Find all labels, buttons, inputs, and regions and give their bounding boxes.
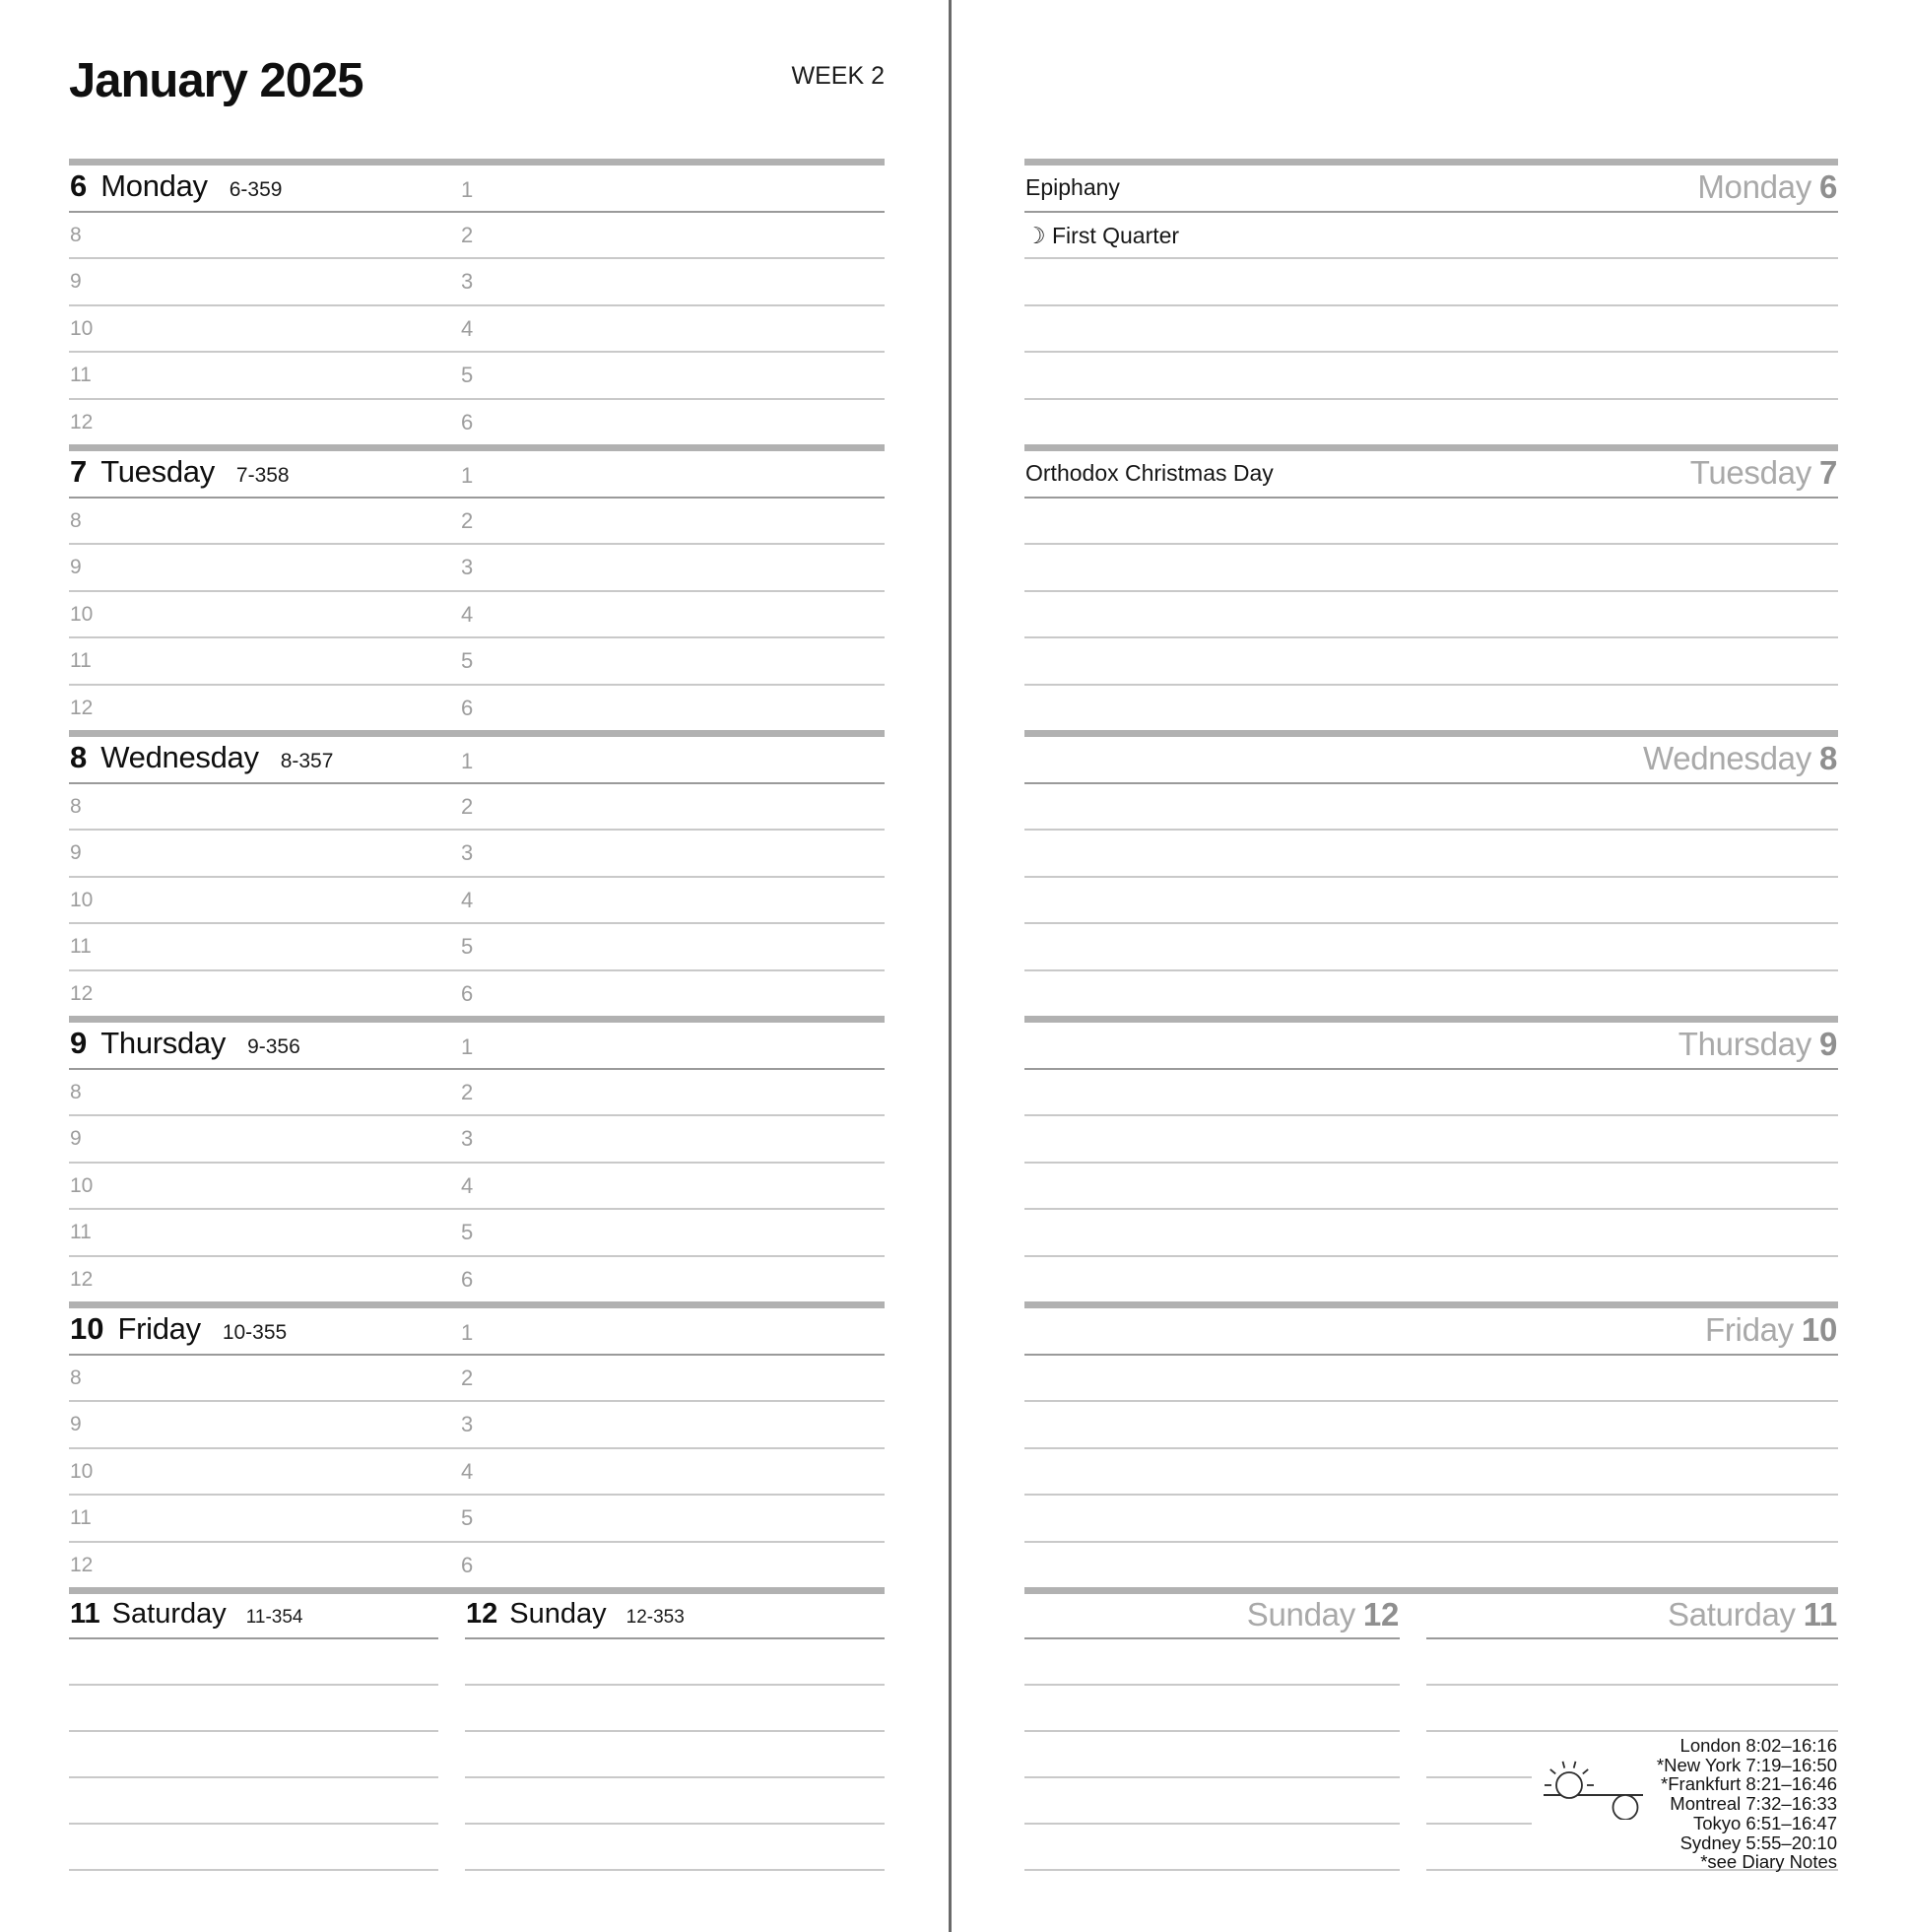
sunrise-sunset-icon bbox=[1537, 1749, 1655, 1820]
week-label: WEEK 2 bbox=[791, 62, 885, 90]
schedule-row bbox=[69, 592, 885, 638]
note-line-row bbox=[69, 1732, 438, 1778]
hour-label: 8 bbox=[70, 509, 82, 532]
day-number: 10 bbox=[70, 1311, 104, 1346]
sunrise-sunset-table bbox=[1657, 1736, 1837, 1872]
holiday-label bbox=[1024, 1317, 1025, 1343]
page-title: January 2025 bbox=[69, 54, 363, 107]
day-label bbox=[1668, 1594, 1837, 1635]
slot-number: 3 bbox=[461, 840, 474, 865]
day-name: Sunday bbox=[509, 1598, 607, 1630]
day-header bbox=[465, 1594, 885, 1639]
day-name: Thursday bbox=[1678, 1026, 1811, 1062]
day-separator-bar bbox=[1024, 1587, 1838, 1594]
day-of-year: 6-359 bbox=[229, 178, 283, 201]
slot-number: 3 bbox=[461, 269, 474, 294]
note-line-row bbox=[69, 1825, 438, 1871]
page-divider bbox=[949, 0, 952, 1932]
day-name: Thursday bbox=[100, 1026, 227, 1060]
day-label bbox=[1643, 737, 1837, 780]
day-of-year: 7-358 bbox=[235, 464, 290, 487]
day-separator-bar bbox=[1024, 1016, 1838, 1023]
note-rows bbox=[1024, 1356, 1838, 1587]
slot-number: 1 bbox=[461, 1034, 474, 1059]
day-header bbox=[69, 1023, 885, 1070]
schedule-row bbox=[69, 545, 885, 592]
slot-number: 2 bbox=[461, 508, 474, 533]
note-line-row bbox=[69, 1686, 438, 1732]
note-line-row bbox=[1024, 831, 1838, 878]
hour-label: 10 bbox=[70, 1174, 94, 1197]
day-number: 9 bbox=[1818, 1026, 1837, 1062]
note-line-row bbox=[1024, 1496, 1838, 1543]
day-number: 11 bbox=[70, 1598, 100, 1630]
note-rows bbox=[1024, 784, 1838, 1016]
note-line-row bbox=[1024, 784, 1838, 831]
day-separator-bar bbox=[1024, 730, 1838, 737]
slot-number: 6 bbox=[461, 1267, 474, 1292]
left-day-block bbox=[69, 444, 885, 730]
schedule-row bbox=[69, 924, 885, 971]
note-line-row bbox=[1024, 1402, 1838, 1449]
note-line-row bbox=[1024, 878, 1838, 924]
hour-label: 9 bbox=[70, 556, 82, 578]
note-line-row bbox=[1024, 1639, 1400, 1686]
hour-label: 8 bbox=[70, 224, 82, 246]
day-label bbox=[1679, 1023, 1837, 1066]
schedule-row bbox=[69, 499, 885, 545]
schedule-row bbox=[69, 1070, 885, 1116]
schedule-row bbox=[69, 259, 885, 306]
right-day-block bbox=[1024, 159, 1838, 444]
day-rows bbox=[69, 213, 885, 444]
schedule-row bbox=[69, 1496, 885, 1543]
slot-number: 4 bbox=[461, 1173, 474, 1198]
sun-times-row: *Frankfurt 8:21–16:46 bbox=[1661, 1773, 1837, 1795]
day-header bbox=[1426, 1594, 1838, 1639]
sunday-column-right bbox=[1024, 1594, 1400, 1871]
day-separator-bar bbox=[69, 1587, 885, 1594]
sun-times-row: Montreal 7:32–16:33 bbox=[1670, 1793, 1837, 1815]
day-of-year: 10-355 bbox=[222, 1321, 288, 1344]
day-name: Wednesday bbox=[100, 740, 259, 774]
right-day-block bbox=[1024, 1016, 1838, 1301]
note-line-row bbox=[465, 1778, 885, 1825]
day-of-year: 9-356 bbox=[247, 1035, 300, 1058]
right-day-block bbox=[1024, 444, 1838, 730]
holiday-label: Epiphany bbox=[1025, 174, 1120, 200]
note-line-row bbox=[1024, 1825, 1400, 1871]
sun-times-footnote: *see Diary Notes bbox=[1700, 1851, 1837, 1873]
hour-label: 10 bbox=[70, 317, 94, 340]
note-line-row bbox=[1426, 1686, 1838, 1732]
slot-number: 3 bbox=[461, 1126, 474, 1151]
slot-number: 3 bbox=[461, 1412, 474, 1436]
slot-number: 5 bbox=[461, 934, 474, 959]
saturday-column bbox=[69, 1594, 438, 1871]
right-page bbox=[1024, 0, 1838, 1932]
note-line-row bbox=[1024, 686, 1838, 730]
hour-label: 8 bbox=[70, 795, 82, 818]
day-number: 12 bbox=[1362, 1596, 1399, 1632]
day-number: 9 bbox=[70, 1026, 88, 1060]
schedule-row bbox=[69, 971, 885, 1016]
slot-number: 5 bbox=[461, 648, 474, 673]
schedule-row bbox=[69, 784, 885, 831]
slot-number: 5 bbox=[461, 1505, 474, 1530]
left-day-block bbox=[69, 1016, 885, 1301]
slot-number: 6 bbox=[461, 410, 474, 434]
day-separator-bar bbox=[69, 159, 885, 166]
day-rows bbox=[69, 1356, 885, 1587]
day-label bbox=[1247, 1594, 1399, 1635]
hour-label: 12 bbox=[70, 982, 94, 1005]
day-name: Monday bbox=[100, 168, 208, 203]
day-rows bbox=[69, 1070, 885, 1301]
note-line-row bbox=[1024, 638, 1838, 686]
holiday-label: Orthodox Christmas Day bbox=[1025, 460, 1274, 486]
day-header bbox=[1024, 737, 1838, 784]
hour-label: 9 bbox=[70, 841, 82, 864]
day-number: 11 bbox=[1803, 1596, 1837, 1632]
note-text: ☽ First Quarter bbox=[1025, 223, 1180, 248]
day-name: Monday bbox=[1697, 168, 1811, 205]
day-number: 12 bbox=[466, 1598, 498, 1630]
hour-label: 12 bbox=[70, 1554, 94, 1576]
slot-number: 2 bbox=[461, 1080, 474, 1104]
slot-number: 5 bbox=[461, 363, 474, 387]
note-rows bbox=[1024, 499, 1838, 730]
slot-number: 2 bbox=[461, 223, 474, 247]
day-header bbox=[69, 166, 885, 213]
day-header bbox=[1024, 451, 1838, 499]
slot-number: 2 bbox=[461, 1366, 474, 1390]
schedule-row bbox=[69, 1449, 885, 1496]
note-line-row bbox=[1024, 1732, 1400, 1778]
day-number: 7 bbox=[1818, 454, 1837, 491]
note-line-row bbox=[1024, 213, 1838, 259]
sun-times-row: Tokyo 6:51–16:47 bbox=[1692, 1812, 1837, 1833]
day-header bbox=[69, 1594, 438, 1639]
hour-label: 9 bbox=[70, 1127, 82, 1150]
schedule-row bbox=[69, 686, 885, 730]
day-number: 8 bbox=[1818, 740, 1837, 776]
hour-label: 11 bbox=[70, 364, 92, 386]
day-name: Friday bbox=[117, 1311, 201, 1346]
day-header bbox=[1024, 1023, 1838, 1070]
slot-number: 6 bbox=[461, 1553, 474, 1577]
sun-times-row: Sydney 5:55–20:10 bbox=[1679, 1832, 1837, 1853]
day-name: Friday bbox=[1705, 1311, 1794, 1348]
day-separator-bar bbox=[1024, 1301, 1838, 1308]
weekend-block-right bbox=[1024, 1587, 1838, 1873]
slot-number: 3 bbox=[461, 555, 474, 579]
schedule-row bbox=[69, 400, 885, 444]
schedule-row bbox=[69, 1257, 885, 1301]
slot-number: 6 bbox=[461, 696, 474, 720]
day-number: 10 bbox=[1801, 1311, 1837, 1348]
note-line-row bbox=[1024, 1210, 1838, 1257]
note-line-row bbox=[465, 1639, 885, 1686]
left-page bbox=[69, 0, 885, 1932]
day-name: Wednesday bbox=[1642, 740, 1811, 776]
hour-label: 11 bbox=[70, 1221, 92, 1243]
hour-label: 10 bbox=[70, 603, 94, 626]
note-rows bbox=[1024, 1070, 1838, 1301]
day-number: 8 bbox=[70, 740, 88, 774]
day-separator-bar bbox=[69, 444, 885, 451]
day-of-year: 11-354 bbox=[245, 1607, 303, 1628]
note-line-row bbox=[1024, 306, 1838, 353]
slot-number: 2 bbox=[461, 794, 474, 819]
hour-label: 11 bbox=[70, 935, 92, 958]
note-rows bbox=[1024, 213, 1838, 444]
note-line-row bbox=[69, 1778, 438, 1825]
note-line-row bbox=[465, 1732, 885, 1778]
day-separator-bar bbox=[69, 1301, 885, 1308]
day-name: Sunday bbox=[1246, 1596, 1355, 1632]
day-number: 7 bbox=[70, 454, 88, 489]
note-line-row bbox=[1024, 1778, 1400, 1825]
schedule-row bbox=[69, 1210, 885, 1257]
day-label bbox=[1690, 451, 1837, 495]
hour-label: 12 bbox=[70, 411, 94, 433]
hour-label: 9 bbox=[70, 270, 82, 293]
schedule-row bbox=[69, 1116, 885, 1164]
day-of-year: 12-353 bbox=[625, 1607, 685, 1628]
day-label bbox=[1697, 166, 1837, 209]
day-of-year: 8-357 bbox=[280, 750, 334, 772]
day-number: 6 bbox=[70, 168, 88, 203]
note-line-row bbox=[1024, 1686, 1400, 1732]
slot-number: 4 bbox=[461, 316, 474, 341]
right-day-block bbox=[1024, 730, 1838, 1016]
note-line-row bbox=[1024, 1164, 1838, 1210]
schedule-row bbox=[69, 306, 885, 353]
note-line-row bbox=[1024, 971, 1838, 1016]
schedule-row bbox=[69, 878, 885, 924]
hour-label: 11 bbox=[70, 1506, 92, 1529]
day-header bbox=[1024, 1308, 1838, 1356]
day-name: Saturday bbox=[111, 1598, 227, 1630]
note-line-row bbox=[1024, 259, 1838, 306]
left-day-block bbox=[69, 159, 885, 444]
note-line-row bbox=[1024, 353, 1838, 400]
day-rows bbox=[69, 499, 885, 730]
sun-times-row: *New York 7:19–16:50 bbox=[1656, 1754, 1837, 1775]
day-rows bbox=[69, 784, 885, 1016]
note-line-row bbox=[1024, 1449, 1838, 1496]
slot-number: 6 bbox=[461, 981, 474, 1006]
day-separator-bar bbox=[69, 1016, 885, 1023]
schedule-row bbox=[69, 213, 885, 259]
day-header bbox=[69, 451, 885, 499]
saturday-column-right bbox=[1426, 1594, 1838, 1871]
note-line-row bbox=[1024, 545, 1838, 592]
note-line-row bbox=[69, 1639, 438, 1686]
day-header bbox=[1024, 1594, 1400, 1639]
hour-label: 8 bbox=[70, 1366, 82, 1389]
day-separator-bar bbox=[69, 730, 885, 737]
hour-label: 9 bbox=[70, 1413, 82, 1435]
note-line-row bbox=[1024, 1356, 1838, 1402]
day-header bbox=[1024, 166, 1838, 213]
day-number: 6 bbox=[1818, 168, 1837, 205]
holiday-label bbox=[1024, 1032, 1025, 1057]
note-line-row bbox=[465, 1686, 885, 1732]
slot-number: 1 bbox=[461, 177, 474, 202]
left-day-block bbox=[69, 1301, 885, 1587]
note-line-row bbox=[1024, 1116, 1838, 1164]
slot-number: 1 bbox=[461, 463, 474, 488]
schedule-row bbox=[69, 353, 885, 400]
hour-label: 11 bbox=[70, 649, 92, 672]
note-line-row bbox=[1024, 400, 1838, 444]
day-separator-bar bbox=[1024, 159, 1838, 166]
schedule-row bbox=[69, 1402, 885, 1449]
weekend-block-left bbox=[69, 1587, 885, 1630]
hour-label: 10 bbox=[70, 1460, 94, 1483]
schedule-row bbox=[69, 1164, 885, 1210]
day-name: Tuesday bbox=[100, 454, 215, 489]
slot-number: 5 bbox=[461, 1220, 474, 1244]
schedule-row bbox=[69, 831, 885, 878]
note-line-row bbox=[1024, 924, 1838, 971]
sun-times-row: London 8:02–16:16 bbox=[1679, 1735, 1837, 1756]
day-header bbox=[69, 1308, 885, 1356]
hour-label: 8 bbox=[70, 1081, 82, 1103]
slot-number: 4 bbox=[461, 888, 474, 912]
right-day-block bbox=[1024, 1301, 1838, 1587]
schedule-row bbox=[69, 638, 885, 686]
holiday-label bbox=[1024, 746, 1025, 771]
sunday-column bbox=[465, 1594, 885, 1871]
day-separator-bar bbox=[1024, 444, 1838, 451]
day-header bbox=[69, 737, 885, 784]
note-line-row bbox=[1024, 1543, 1838, 1587]
slot-number: 1 bbox=[461, 749, 474, 773]
hour-label: 10 bbox=[70, 889, 94, 911]
note-line-row bbox=[1024, 499, 1838, 545]
schedule-row bbox=[69, 1356, 885, 1402]
slot-number: 1 bbox=[461, 1320, 474, 1345]
hour-label: 12 bbox=[70, 1268, 94, 1291]
note-line-row bbox=[1426, 1639, 1838, 1686]
left-day-block bbox=[69, 730, 885, 1016]
day-label bbox=[1705, 1308, 1837, 1352]
note-line-row bbox=[1024, 1257, 1838, 1301]
slot-number: 4 bbox=[461, 1459, 474, 1484]
day-name: Saturday bbox=[1668, 1596, 1796, 1632]
note-line-row bbox=[1024, 1070, 1838, 1116]
schedule-row bbox=[69, 1543, 885, 1587]
day-name: Tuesday bbox=[1689, 454, 1811, 491]
slot-number: 4 bbox=[461, 602, 474, 627]
hour-label: 12 bbox=[70, 697, 94, 719]
note-line-row bbox=[465, 1825, 885, 1871]
note-line-row bbox=[1024, 592, 1838, 638]
